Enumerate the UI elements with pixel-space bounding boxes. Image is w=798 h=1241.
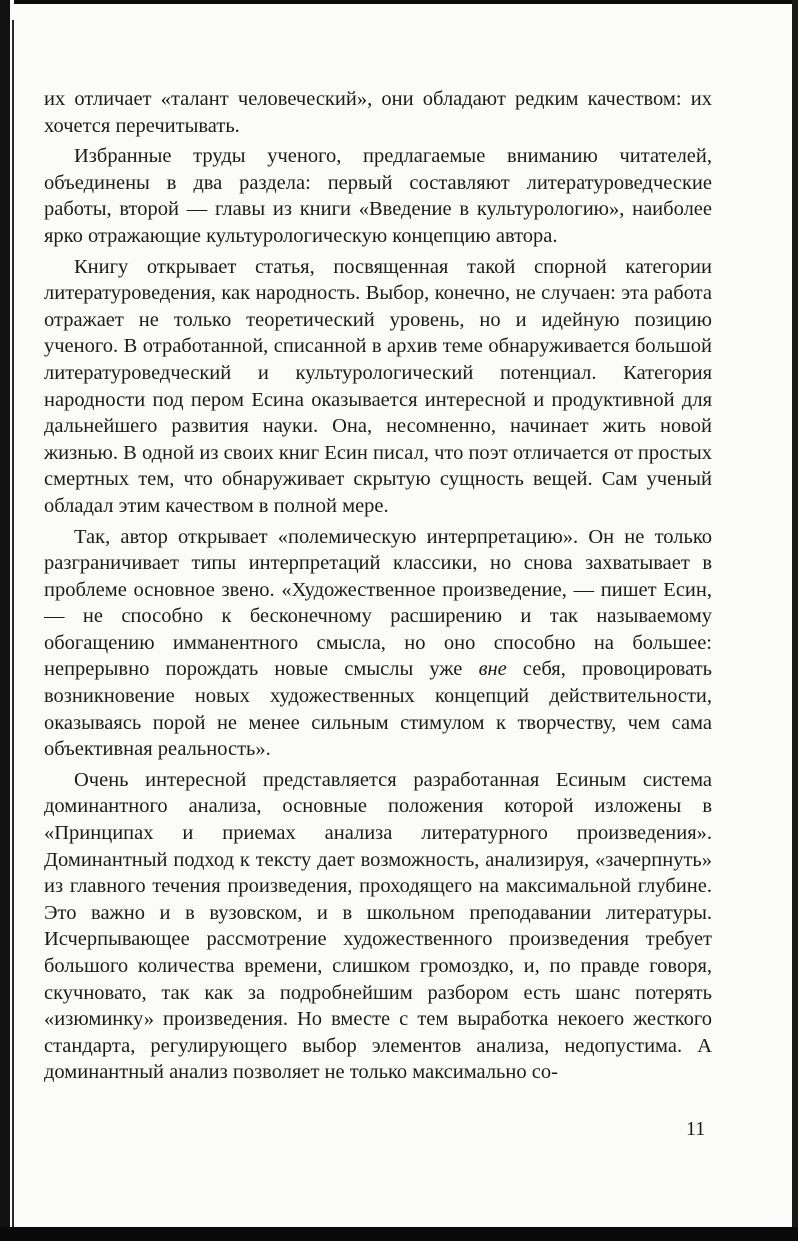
body-text [44, 86, 712, 1086]
paragraph-polemical-interpretation [44, 524, 712, 763]
page-number: 11 [686, 1118, 706, 1140]
scan-left-fold-line [12, 20, 14, 1235]
paragraph-continuation: их отличает «талант человеческий», они обладают редким качеством: их хочется перечитывать. [44, 88, 712, 137]
paragraph-nationality: Книгу открывает статья, посвященная такой спорной категории литературоведения, как народность. Выбор, конечно, не случаен: эта работа отражает не только теоретический уровень, но и идейную позицию ученого. В отработанной, списанной в архив теме обнаруживается большой литературоведческий и культурологический потенциал. Категория народности под пером Есина оказывается интересной и продуктивной для дальнейшего развития науки. Она, несомненно, начинает жить новой жизнью. В одной из своих книг Есин писал, что поэт отличается от простых смертных тем, что обнаруживает скрытую сущность вещей. Сам ученый обладал этим качеством в полной мере. [44, 255, 712, 517]
scan-bottom-edge [0, 1227, 798, 1241]
scan-left-edge [0, 0, 10, 1241]
scan-right-edge [792, 0, 798, 1241]
paragraph-text-before-italic: Так, автор открывает «полемическую интерпретацию». Он не только разграничивает типы интерпретаций классики, но снова захватывает в проблеме основное звено. «Художественное произведение, — пишет Есин, — не способно к бесконечному расширению и так называемому обогащению имманентного смысла, но оно способно на большее: непрерывно порождать новые смыслы уже [44, 525, 712, 681]
paragraph-dominant-analysis: Очень интересной представляется разработанная Есиным система доминантного анализа, основные положения которой изложены в «Принципах и приемах анализа литературного произведения». Доминантный подход к тексту дает возможность, анализируя, «зачерпнуть» из главного течения произведения, проходящего на максимальной глубине. Это важно и в вузовском, и в школьном преподавании литературы. Исчерпывающее рассмотрение художественного произведения требует большого количества времени, слишком громоздко, и, по правде говоря, скучновато, так как за подробнейшим разбором есть шанс потерять «изюминку» произведения. Но вместе с тем выработка некоего жесткого стандарта, регулирующего выбор элементов анализа, недопустима. А доминантный анализ позволяет не только максимально со- [44, 768, 712, 1084]
italic-word: вне [478, 658, 507, 681]
paragraph-text-after-italic: себя, провоцировать возникновение новых художественных концепций действительности, оказываясь порой не менее сильным стимулом к творчеству, чем сама объективная реальность». [44, 658, 712, 761]
paragraph-selected-works: Избранные труды ученого, предлагаемые вниманию читателей, объединены в два раздела: первый составляют литературоведческие работы, второй — главы из книги «Введение в культурологию», наиболее ярко отражающие культурологическую концепцию автора. [44, 145, 712, 247]
scan-top-edge [14, 0, 798, 4]
